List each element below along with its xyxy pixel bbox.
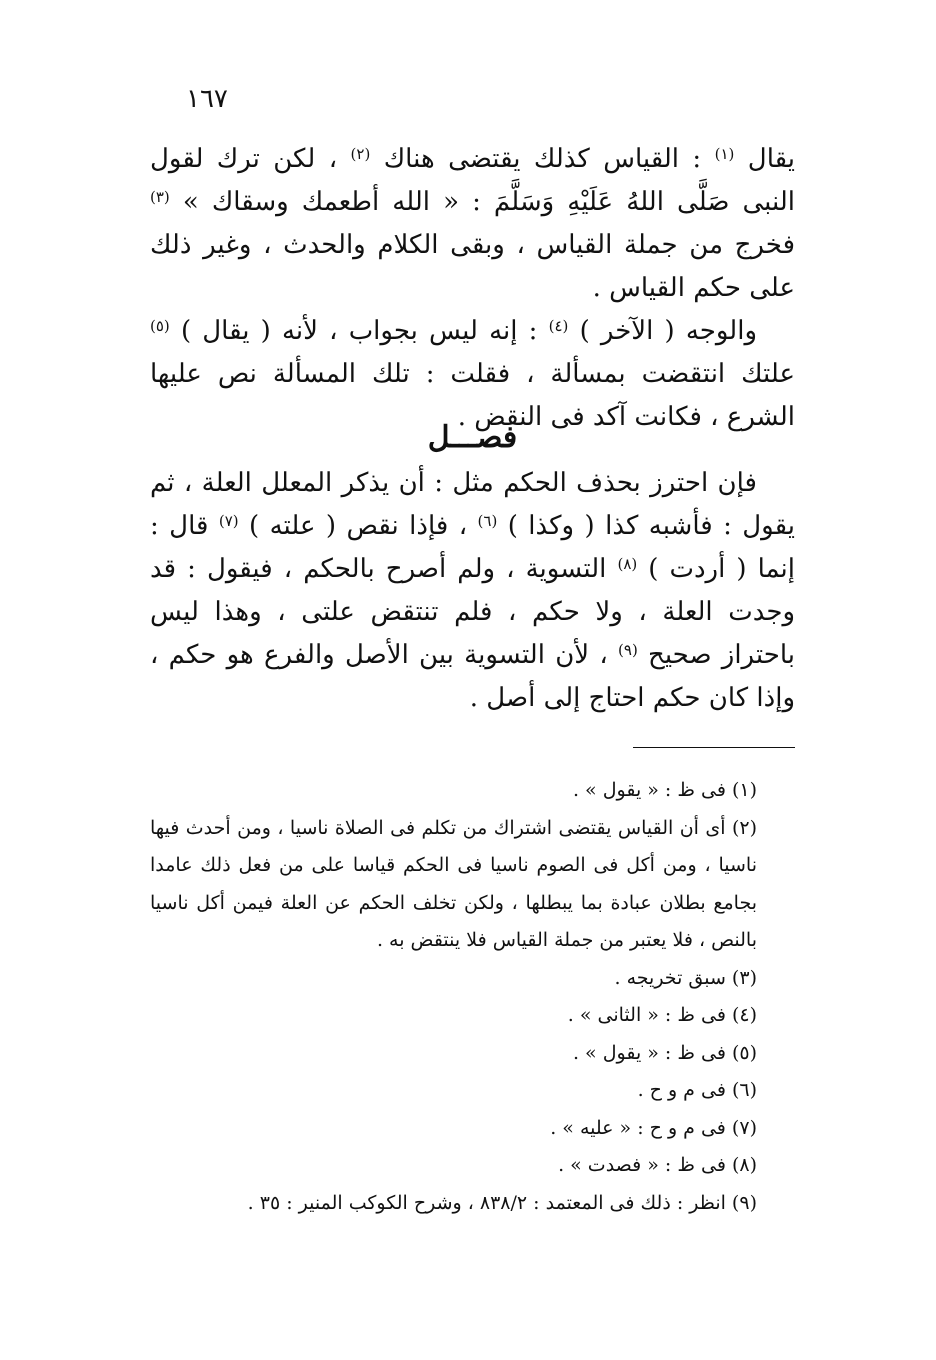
footnote-ref-8[interactable]: (٨) [617,555,638,573]
footnote-ref-9[interactable]: (٩) [618,641,638,659]
footnote-8: (٨) فى ظ : « فصدت » . [558,1154,757,1176]
paragraph-1-text-a: يقال [734,144,796,174]
footnote-separator [633,747,795,748]
footnote-9: (٩) انظر : ذلك فى المعتمد : ٨٣٨/٢ ، وشرح الكوكب المنير : ٣٥ . [247,1191,757,1214]
paragraph-1-text-d: فخرج من جملة القياس ، وبقى الكلام والحدث ، وغير ذلك على حكم القياس . [150,230,795,303]
footnote-ref-3[interactable]: (٣) [150,188,170,206]
paragraph-3-text-b: ، فإذا نقص ( علته ) [238,511,478,541]
footnote-3: (٣) سبق تخريجه . [614,966,757,989]
section-heading [150,418,795,458]
page-number: ١٦٧ [186,84,228,114]
section-heading-text: فصـــل [427,420,518,455]
footnote-ref-5[interactable]: (٥) [150,317,170,335]
paragraph-3-text-e: ، لأن التسوية بين الأصل والفرع هو حكم ، وإذا كان حكم احتاج إلى أصل . [150,640,795,713]
paragraph-1 [150,138,795,310]
paragraph-1-text-c: ، لكن ترك لقول النبى صَلَّى اللهُ عَلَيْهِ وَسَلَّمَ : « الله أطعمك وسقاك » [150,144,795,217]
footnote-5: (٥) فى ظ : « يقول » . [572,1041,757,1064]
footnote-ref-1[interactable]: (١) [714,145,735,163]
footnote-ref-2[interactable]: (٢) [350,145,371,163]
footnote-1: (١) فى ظ : « يقول » . [572,779,757,801]
footnote-6: (٦) فى م و ح . [637,1079,757,1101]
paragraph-2-text-a: والوجه ( الآخر ) [568,316,757,346]
footnote-4: (٤) فى ظ : « الثانى » . [567,1004,757,1026]
footnote-7: (٧) فى م و ح : « عليه » . [550,1116,757,1139]
main-text [150,138,795,439]
footnote-ref-7[interactable]: (٧) [218,512,239,530]
main-text-section [150,462,795,720]
paragraph-1-text-b: : القياس كذلك يقتضى هناك [370,144,715,174]
footnote-2: (٢) أى أن القياس يقتضى اشتراك من تكلم فى الصلاة ناسيا ، ومن أحدث فيها ناسيا ، ومن أكل فى الصوم ناسيا فى الحكم قياسا على من فعل ذلك عامدا بجامع بطلان عبادة بما يبطلها ، ولكن تخلف الحكم عن العلة فيمن أكل ناسيا بالنص ، فلا يعتبر من جملة القياس فلا ينتقض به . [150,816,757,951]
paragraph-3-text-c: قال : إنما ( أردت ) [150,511,796,584]
paragraph-3-text-d: التسوية ، ولم أصرح بالحكم ، فيقول : قد وجدت العلة ، ولا حكم ، فلم تنتقض علتى ، وهذا ليس باحتراز صحيح [150,554,795,670]
paragraph-3 [150,462,795,720]
paragraph-2-text-c: علتك انتقضت بمسألة ، فقلت : تلك المسألة نص عليها الشرع ، فكانت آكد فى النقض . [150,359,795,432]
paragraph-2-text-b: : إنه ليس بجواب ، لأنه ( يقال ) [169,316,549,346]
footnote-ref-4[interactable]: (٤) [548,317,569,335]
footnotes [150,772,795,1222]
paragraph-3-text-a: فإن احترز بحذف الحكم مثل : أن يذكر المعلل العلة ، ثم يقول : فأشبه كذا ( وكذا ) [150,468,795,541]
footnote-ref-6[interactable]: (٦) [477,512,498,530]
